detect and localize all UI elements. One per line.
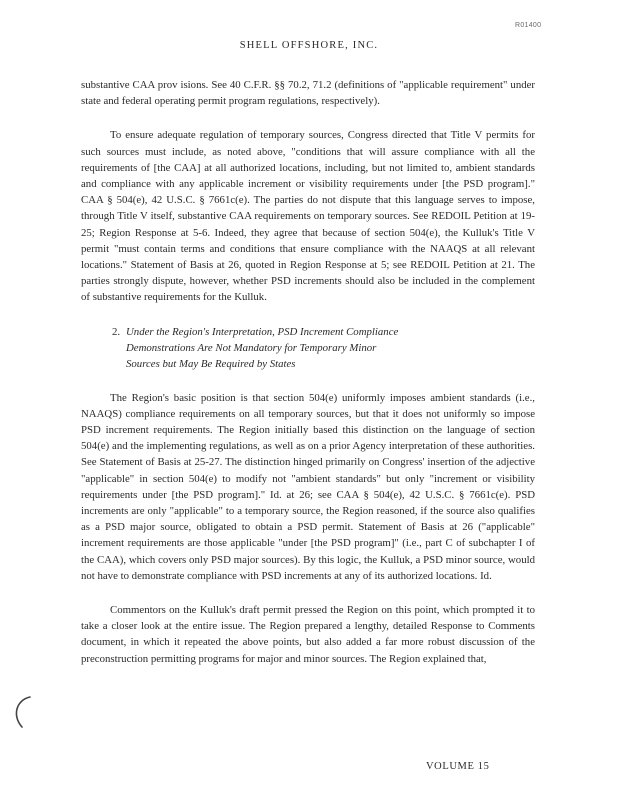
paragraph-2: To ensure adequate regulation of temporary sources, Congress directed that Title V permits for such sources must include, as noted above, "conditions that will assure compliance with all the requirements of [the CAA] at all authorized locations, including, but not limited to, ambient standards and compliance with any applicable increment or visibility requirements under [the PSD program]." CAA § 504(e), 42 U.S.C. § 7661c(e). The parties do not dispute that this language serves to impose, through Title V itself, substantive CAA requirements on temporary sources. See REDOIL Petition at 19-25; Region Response at 5-6. Indeed, they agree that because of section 504(e), the Kulluk's Title V permit "must contain terms and conditions that ensure compliance with the NAAQS at all relevant locations." Statement of Basis at 26, quoted in Region Response at 5; see REDOIL Petition at 21. The parties strongly dispute, however, whether PSD increments should also be included in the complement of substantive requirements for the Kulluk. bbox=[81, 129, 535, 304]
volume-footer: VOLUME 15 bbox=[426, 761, 490, 772]
page-curl-mark bbox=[8, 694, 36, 730]
paragraph-4: Commentors on the Kulluk's draft permit pressed the Region on this point, which prompted it to take a closer look at the entire issue. The Region prepared a lengthy, detailed Response to Comments document, in which it repeated the above points, but also added a far more robust discussion of the preconstruction permitting programs for major and minor sources. The Region explained that, bbox=[81, 604, 535, 665]
section-heading-line-2: Demonstrations Are Not Mandatory for Temporary Minor bbox=[126, 341, 377, 354]
section-heading-line-1: Under the Region's Interpretation, PSD Increment Compliance bbox=[126, 325, 399, 338]
running-header: SHELL OFFSHORE, INC. bbox=[239, 40, 379, 51]
paragraph-1: substantive CAA prov isions. See 40 C.F.R. §§ 70.2, 71.2 (definitions of "applicable requirement" under state and federal operating permit program regulations, respectively). bbox=[81, 79, 535, 108]
page-body bbox=[81, 77, 535, 667]
document-stamp: R01400 bbox=[515, 22, 542, 29]
section-number: 2. bbox=[112, 325, 121, 338]
paragraph-3: The Region's basic position is that section 504(e) uniformly imposes ambient standards (i.e., NAAQS) compliance requirements on all temporary sources, but that it does not uniformly so impose PSD increment requirements. The Region initially based this distinction on the language of section 504(e) and the implementing regulations, as well as on a prior Agency interpretation of these authorities. See Statement of Basis at 25-27. The distinction hinged primarily on Congress' insertion of the adjective "applicable" in section 504(e) to modify not "ambient standards" but only "increment or visibility requirements under [the PSD program]." Id. at 26; see CAA § 504(e), 42 U.S.C. § 7661c(e). PSD increments are only "applicable" to a temporary source, the Region reasoned, if the source also qualifies as a PSD major source, obligated to obtain a PSD permit. Statement of Basis at 26 ("applicable" increment requirements are those applicable "under [the PSD program]" (i.e., part C of subchapter I of the CAA), which covers only PSD major sources). By this logic, the Kulluk, a PSD minor source, would not have to demonstrate compliance with PSD increments at any of its authorized locations. Id. bbox=[81, 391, 535, 582]
section-heading bbox=[81, 324, 535, 372]
section-heading-line-3: Sources but May Be Required by States bbox=[126, 357, 296, 370]
